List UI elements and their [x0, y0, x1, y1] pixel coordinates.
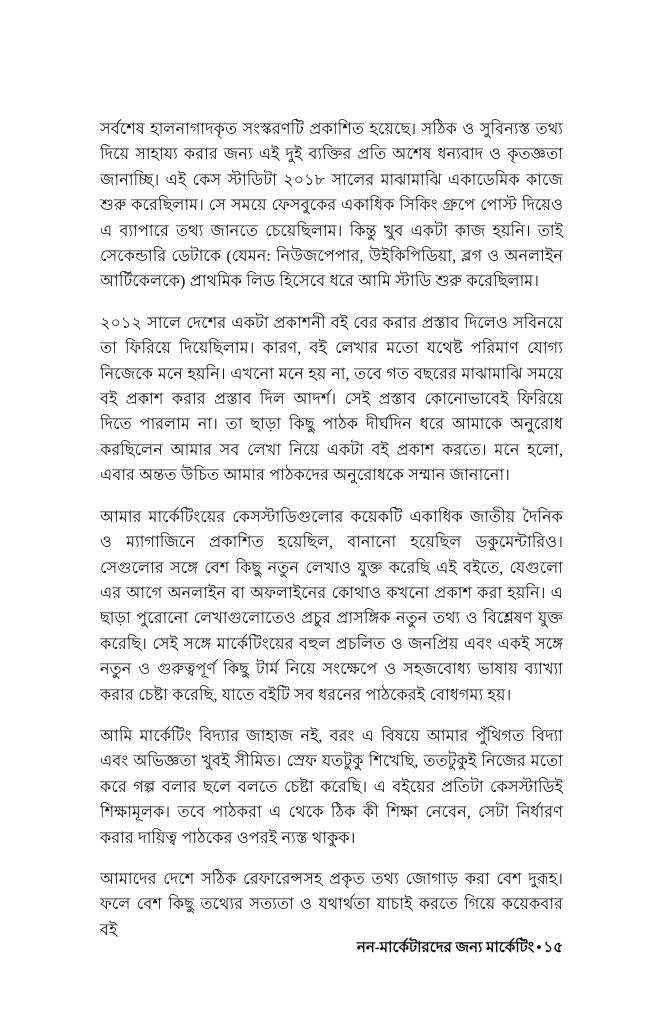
page-body — [100, 117, 563, 943]
footer-separator: • — [536, 940, 542, 956]
paragraph: আমি মার্কেটিং বিদ্যার জাহাজ নই, বরং এ বিষয়ে আমার পুঁথিগত বিদ্যা এবং অভিজ্ঞতা খুবই সীমিত। স্রেফ যতটুকু শিখেছি, ততটুকুই নিজের মতো করে গল্প বলার ছলে বলতে চেষ্টা করেছি। এ বইয়ের প্রতিটা কেসস্টাডিই শিক্ষামূলক। তবে পাঠকরা এ থেকে ঠিক কী শিক্ষা নেবেন, সেটা নির্ধারণ করার দায়িত্ব পাঠকের ওপরই ন্যস্ত থাকুক। — [100, 726, 563, 847]
footer-page-number: ১৫ — [543, 940, 563, 956]
page-footer — [100, 938, 563, 958]
paragraph: আমার মার্কেটিংয়ের কেসস্টাডিগুলোর কয়েকটি একাধিক জাতীয় দৈনিক ও ম্যাগাজিনে প্রকাশিত হয়েছিল, বানানো হয়েছিল ডকুমেন্টারিও। সেগুলোর সঙ্গে বেশ কিছু নতুন লেখাও যুক্ত করেছি এই বইতে, যেগুলো এর আগে অনলাইন বা অফলাইনের কোথাও কখনো প্রকাশ করা হয়নি। এ ছাড়া পুরোনো লেখাগুলোতেও প্রচুর প্রাসঙ্গিক নতুন তথ্য ও বিশ্লেষণ যুক্ত করেছি। সেই সঙ্গে মার্কেটিংয়ের বহুল প্রচলিত ও জনপ্রিয় এবং একই সঙ্গে নতুন ও গুরুত্বপূর্ণ কিছু টার্ম নিয়ে সংক্ষেপে ও সহজবোধ্য ভাষায় ব্যাখ্যা করার চেষ্টা করেছি, যাতে বইটি সব ধরনের পাঠকেরই বোধগম্য হয়। — [100, 507, 563, 704]
paragraph: ২০১২ সালে দেশের একটা প্রকাশনী বই বের করার প্রস্তাব দিলেও সবিনয়ে তা ফিরিয়ে দিয়েছিলাম। কারণ, বই লেখার মতো যথেষ্ট পরিমাণ যোগ্য নিজেকে মনে হয়নি। এখনো মনে হয় না, তবে গত বছরের মাঝামাঝি সময়ে বই প্রকাশ করার প্রস্তাব দিল আদর্শ। সেই প্রস্তাব কোনোভাবেই ফিরিয়ে দিতে পারলাম না। তা ছাড়া কিছু পাঠক দীর্ঘদিন ধরে আমাকে অনুরোধ করছিলেন আমার সব লেখা নিয়ে একটা বই প্রকাশ করতে। মনে হলো, এবার অন্তত উচিত আমার পাঠকদের অনুরোধকে সম্মান জানানো। — [100, 313, 563, 485]
paragraph: সর্বশেষ হালনাগাদকৃত সংস্করণটি প্রকাশিত হয়েছে। সঠিক ও সুবিন্যস্ত তথ্য দিয়ে সাহায্য করার জন্য এই দুই ব্যক্তির প্রতি অশেষ ধন্যবাদ ও কৃতজ্ঞতা জানাচ্ছি। এই কেস স্টাডিটা ২০১৮ সালের মাঝামাঝি একাডেমিক কাজে শুরু করেছিলাম। সে সময়ে ফেসবুকের একাধিক সিকিং গ্রুপে পোস্ট দিয়েও এ ব্যাপারে তথ্য জানতে চেয়েছিলাম। কিন্তু খুব একটা কাজ হয়নি। তাই সেকেন্ডারি ডেটাকে (যেমন: নিউজপেপার, উইকিপিডিয়া, ব্লগ ও অনলাইন আর্টিকেলকে) প্রাথমিক লিড হিসেবে ধরে আমি স্টাডি শুরু করেছিলাম। — [100, 120, 563, 291]
paragraph: আমাদের দেশে সঠিক রেফারেন্সসহ প্রকৃত তথ্য জোগাড় করা বেশ দুরূহ। ফলে বেশ কিছু তথ্যের সত্যতা ও যথার্থতা যাচাই করতে গিয়ে কয়েকবার বই — [100, 869, 563, 939]
footer-running-title: নন-মার্কেটারদের জন্য মার্কেটিং — [356, 940, 535, 956]
